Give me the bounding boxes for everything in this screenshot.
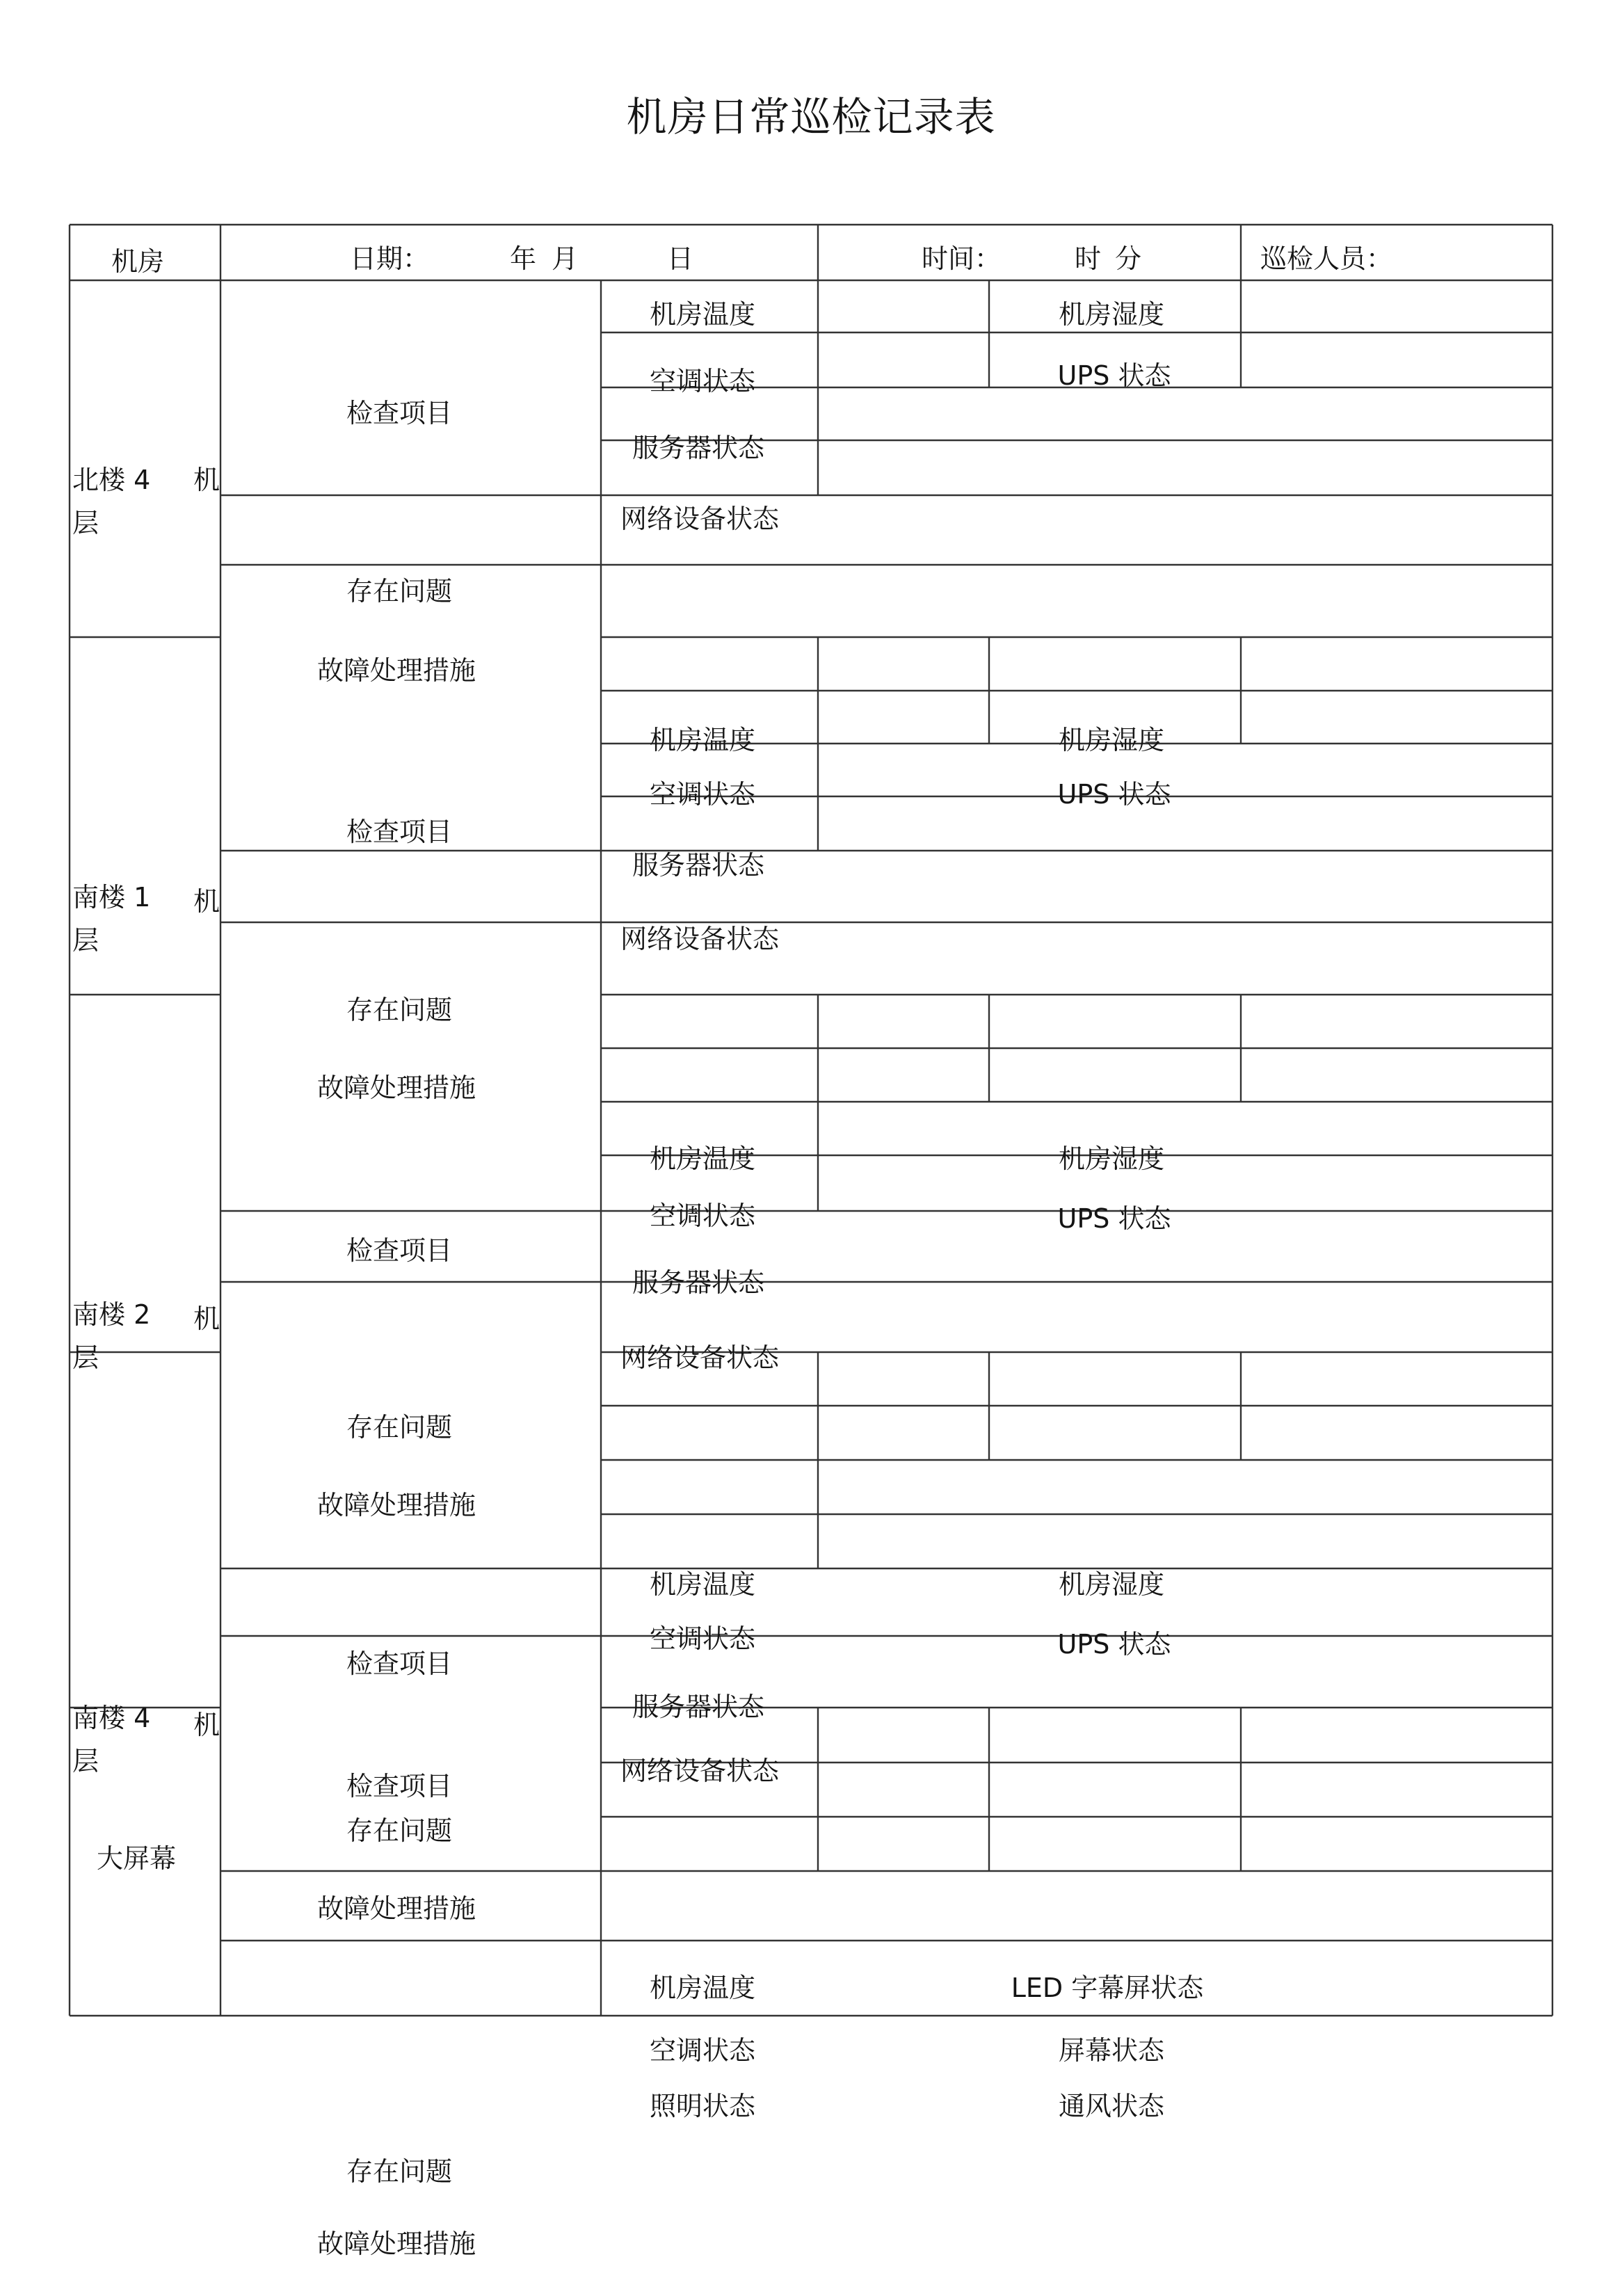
check-items-label: 检查项目 — [346, 817, 453, 847]
date-label: 日期： — [349, 243, 430, 274]
server-status-label: 服务器状态 — [632, 433, 765, 463]
ups-status-label: UPS 状态 — [1057, 779, 1171, 810]
room-temp-label: 机房温度 — [649, 1569, 756, 1600]
existing-problems-label: 存在问题 — [346, 576, 453, 607]
room-header-label: 机房 — [111, 246, 165, 277]
fault-measures-label: 故障处理措施 — [316, 2229, 476, 2259]
section-floor-suffix: 层 — [72, 1342, 99, 1373]
room-humidity-label: 机房湿度 — [1058, 299, 1165, 330]
year-label: 年 — [509, 243, 537, 274]
network-status-label: 网络设备状态 — [620, 504, 780, 534]
time-label: 时间： — [921, 243, 1002, 274]
ac-status-label: 空调状态 — [649, 2035, 756, 2066]
existing-problems-label: 存在问题 — [346, 2156, 453, 2187]
room-temp-label: 机房温度 — [649, 1143, 756, 1174]
section-big-screen-label: 大屏幕 — [96, 1843, 177, 1874]
screen-status-label: 屏幕状态 — [1058, 2035, 1165, 2066]
section-floor-label: 南楼 1 — [72, 882, 151, 913]
room-temp-label: 机房温度 — [649, 1973, 756, 2003]
existing-problems-label: 存在问题 — [346, 1412, 453, 1443]
ac-status-label: 空调状态 — [649, 1201, 756, 1231]
check-items-label: 检查项目 — [346, 398, 453, 428]
day-label: 日 — [666, 243, 694, 274]
room-temp-label: 机房温度 — [649, 725, 756, 755]
section-floor-mid: 机 — [193, 886, 220, 917]
room-temp-label: 机房温度 — [649, 299, 756, 330]
section-floor-suffix: 层 — [72, 1746, 99, 1776]
ac-status-label: 空调状态 — [649, 1623, 756, 1654]
server-status-label: 服务器状态 — [632, 1267, 765, 1298]
section-floor-label: 南楼 2 — [72, 1299, 151, 1330]
fault-measures-label: 故障处理措施 — [316, 655, 476, 686]
minute-label: 分 — [1114, 243, 1142, 274]
ac-status-label: 空调状态 — [649, 366, 756, 396]
network-status-label: 网络设备状态 — [620, 1756, 780, 1786]
network-status-label: 网络设备状态 — [620, 924, 780, 954]
check-items-label: 检查项目 — [346, 1235, 453, 1266]
inspector-label: 巡检人员： — [1260, 243, 1393, 274]
section-floor-mid: 机 — [193, 1303, 220, 1334]
section-floor-mid: 机 — [193, 465, 220, 495]
page-title: 机房日常巡检记录表 — [626, 93, 996, 141]
section-floor-suffix: 层 — [72, 508, 99, 538]
ups-status-label: UPS 状态 — [1057, 1203, 1171, 1234]
room-humidity-label: 机房湿度 — [1058, 725, 1165, 755]
fault-measures-label: 故障处理措施 — [316, 1893, 476, 1924]
lighting-status-label: 照明状态 — [649, 2091, 756, 2121]
section-floor-suffix: 层 — [72, 925, 99, 956]
network-status-label: 网络设备状态 — [620, 1342, 780, 1373]
ventilation-status-label: 通风状态 — [1058, 2091, 1165, 2121]
fault-measures-label: 故障处理措施 — [316, 1073, 476, 1103]
check-items-label: 检查项目 — [346, 1648, 453, 1679]
section-floor-label: 北楼 4 — [72, 465, 151, 495]
ups-status-label: UPS 状态 — [1057, 360, 1171, 391]
server-status-label: 服务器状态 — [632, 1692, 765, 1722]
ac-status-label: 空调状态 — [649, 779, 756, 810]
fault-measures-label: 故障处理措施 — [316, 1490, 476, 1520]
room-humidity-label: 机房湿度 — [1058, 1143, 1165, 1174]
led-status-label: LED 字幕屏状态 — [1011, 1973, 1204, 2003]
section-floor-mid: 机 — [193, 1710, 220, 1740]
existing-problems-label: 存在问题 — [346, 995, 453, 1025]
server-status-label: 服务器状态 — [632, 850, 765, 881]
existing-problems-label: 存在问题 — [346, 1815, 453, 1846]
check-items-label: 检查项目 — [346, 1771, 453, 1801]
hour-label: 时 — [1074, 243, 1102, 274]
section-floor-label: 南楼 4 — [72, 1703, 151, 1733]
room-humidity-label: 机房湿度 — [1058, 1569, 1165, 1600]
month-label: 月 — [551, 243, 579, 274]
ups-status-label: UPS 状态 — [1057, 1629, 1171, 1660]
